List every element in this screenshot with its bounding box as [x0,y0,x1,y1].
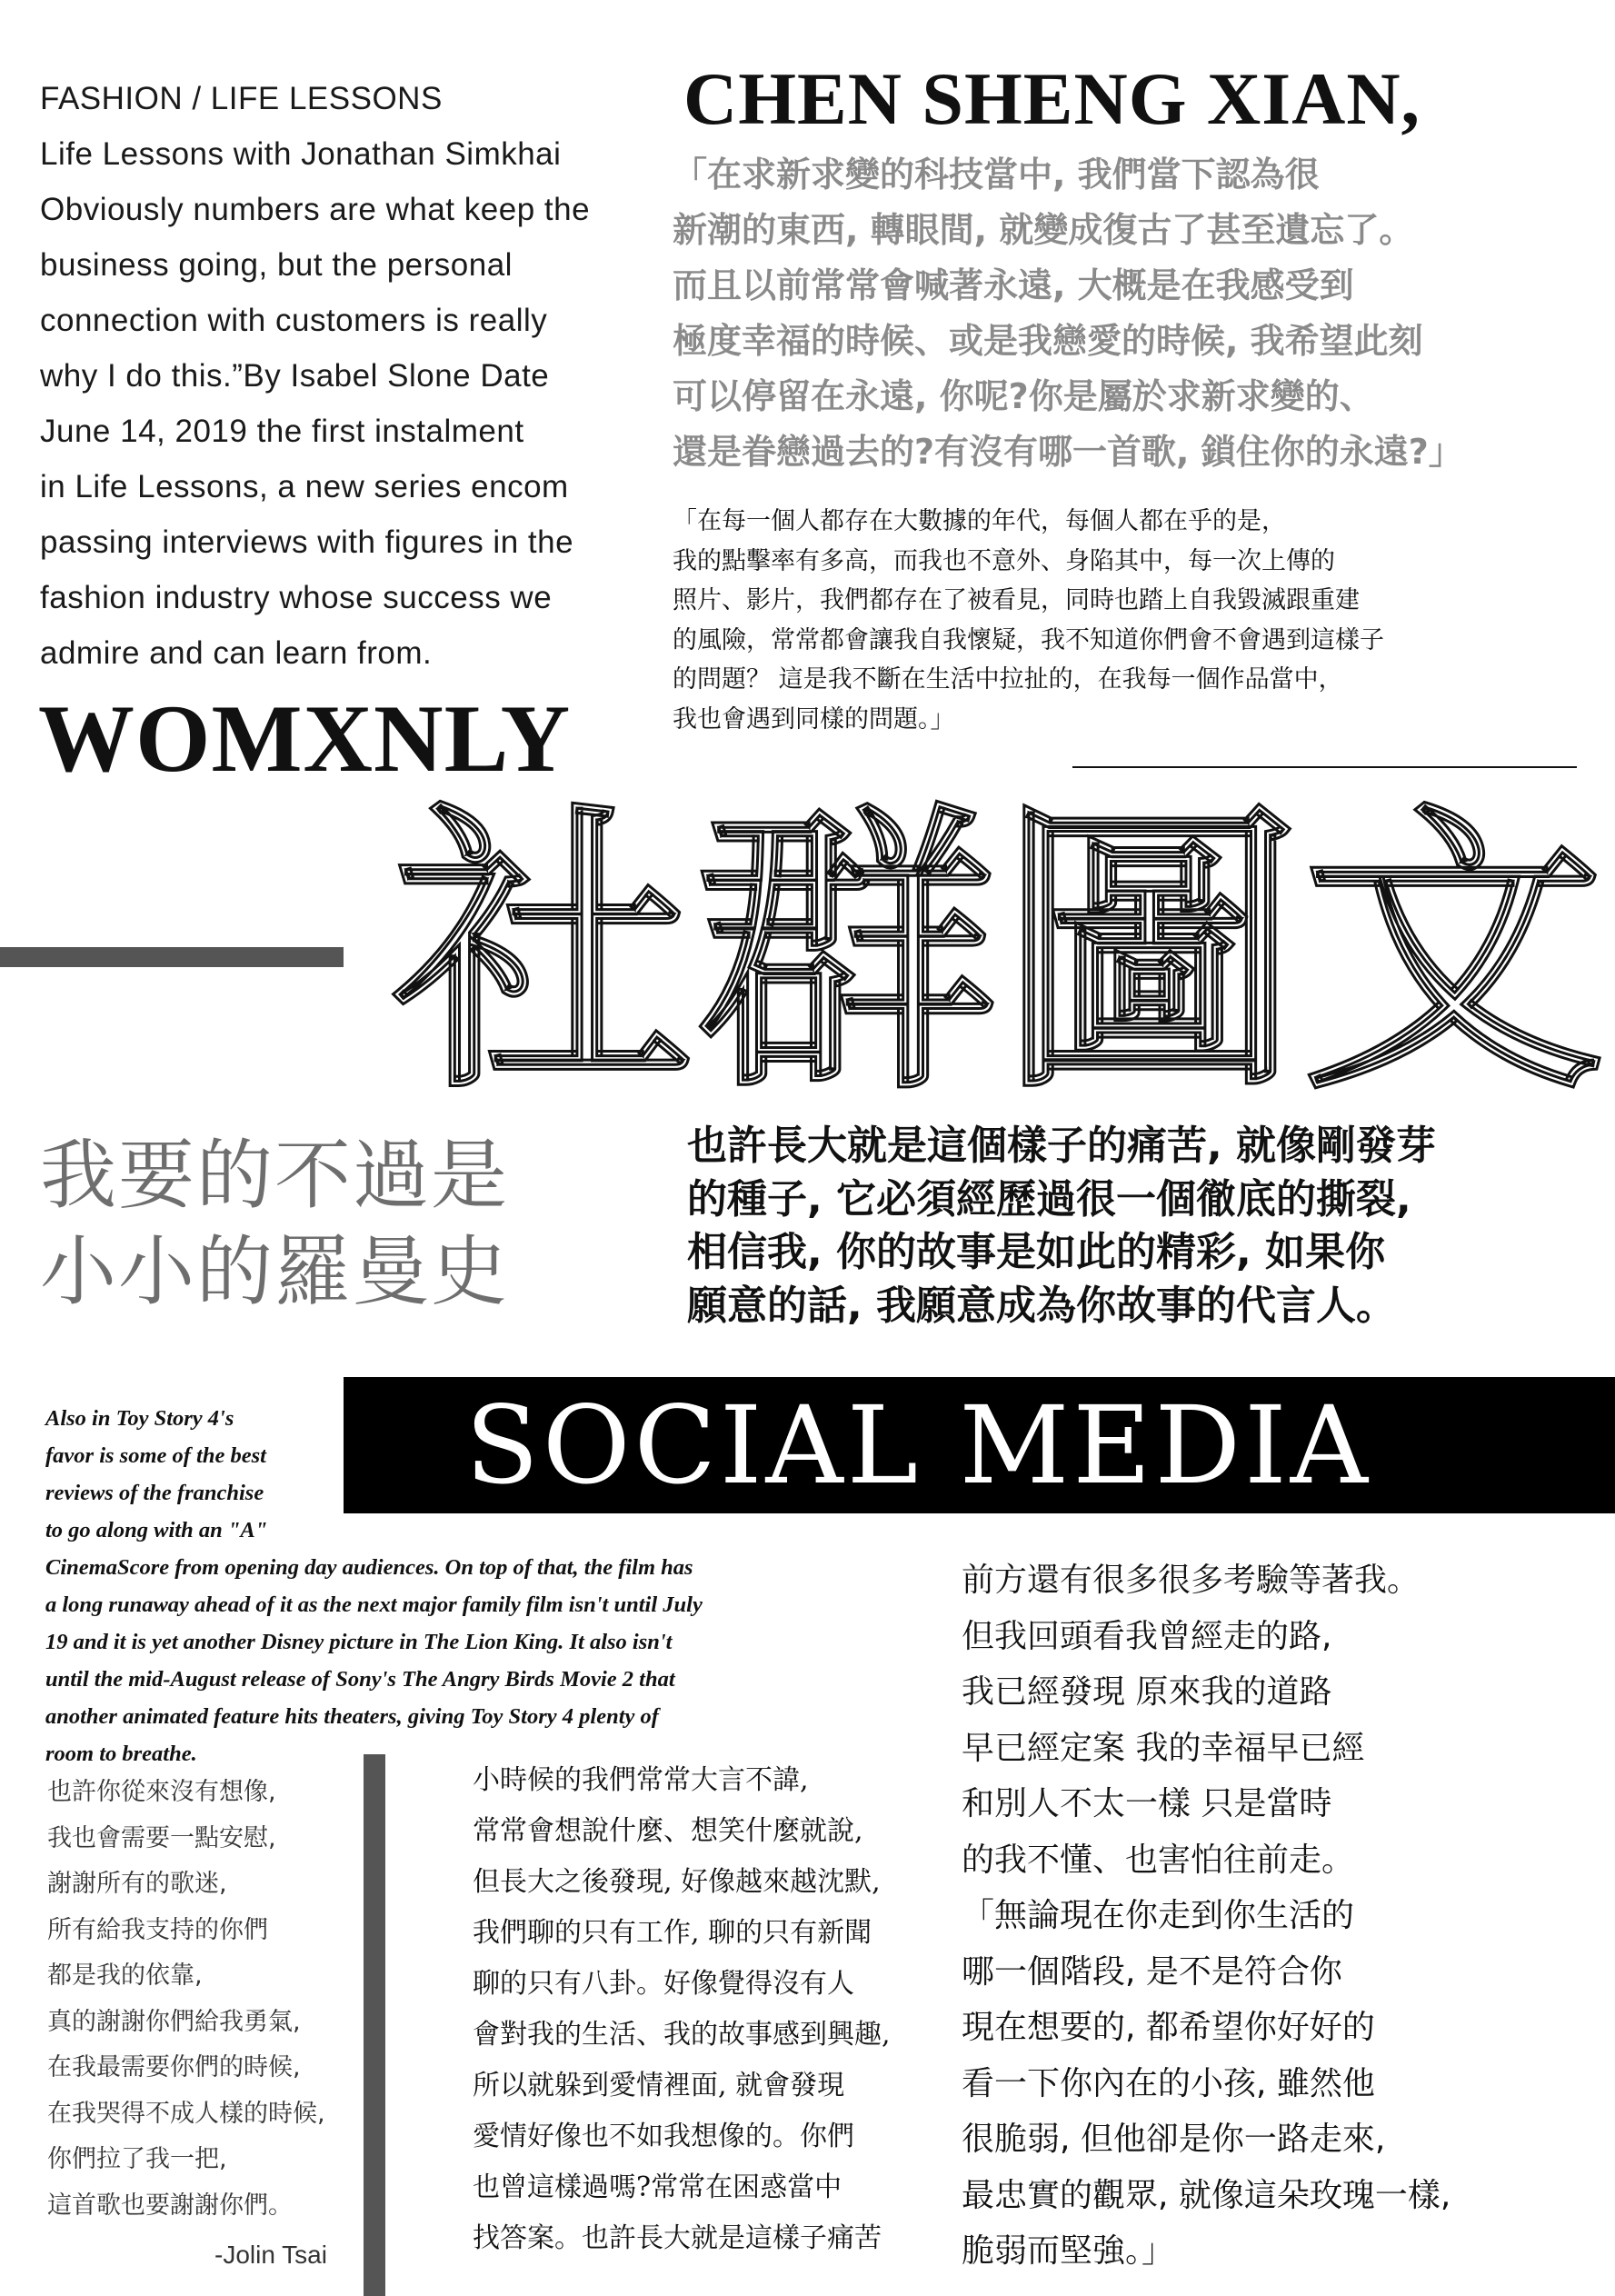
childhood-line: 我們聊的只有工作, 聊的只有新聞 [473,1917,872,1949]
intro-line: in Life Lessons, a new series encom [40,469,569,504]
intro-line: June 14, 2019 the first instalment [40,414,524,449]
toystory-line: to go along with an "A" [45,1518,268,1542]
lyric-line: 都是我的依靠, [47,1962,203,1990]
lyric-line: 真的謝謝你們給我勇氣, [47,2007,301,2036]
intro-line: fashion industry whose success we [40,580,553,615]
childhood-line: 也曾這樣過嗎?常常在困惑當中 [473,2171,842,2203]
data-era-quote [673,502,1581,739]
growth-line: 願意的話, 我願意成為你故事的代言人。 [687,1282,1397,1329]
growth-paragraph [687,1120,1596,1333]
intro-line: business going, but the personal [40,247,513,283]
grey-quote [673,147,1600,480]
road-line: 很脆弱, 但他卻是你一路走來, [962,2121,1386,2158]
road-line: 我已經發現 原來我的道路 [962,1673,1332,1711]
road-paragraph [962,1552,1580,2280]
toystory-line: another animated feature hits theaters, giving Toy Story 4 plenty of [45,1704,659,1729]
decorative-bar [0,947,344,967]
road-line: 看一下你內在的小孩, 雖然他 [962,2064,1375,2102]
toystory-line: favor is some of the best [45,1443,266,1468]
intro-text-block [40,71,658,681]
childhood-line: 找答案。也許長大就是這樣子痛苦 [473,2222,882,2254]
childhood-line: 但長大之後發現, 好像越來越沈默, [473,1866,881,1898]
toystory-line: room to breathe. [45,1742,197,1766]
quote-line: 還是眷戀過去的?有沒有哪一首歌, 鎖住你的永遠?」 [673,432,1463,472]
decorative-bar [364,1754,385,2296]
childhood-paragraph [473,1755,927,2264]
road-line: 和別人不太一樣 只是當時 [962,1785,1332,1822]
road-line: 早已經定案 我的幸福早已經 [962,1729,1365,1767]
childhood-line: 愛情好像也不如我想像的。你們 [473,2121,854,2152]
lyric-line: 在我最需要你們的時候, [47,2053,301,2081]
big-title: 社群圖文 [393,780,1607,1129]
lyric-line: 所有給我支持的你們 [47,1915,268,1944]
intro-line: passing interviews with figures in the [40,524,574,560]
childhood-line: 小時候的我們常常大言不諱, [473,1764,809,1796]
section-label: FASHION / LIFE LESSONS [40,81,443,116]
road-line: 但我回頭看我曾經走的路, [962,1617,1332,1655]
quote-line: 的問題？ 這是我不斷在生活中拉扯的，在我每一個作品當中， [673,665,1343,694]
quote-line: 我也會遇到同樣的問題。」 [673,704,955,734]
childhood-line: 聊的只有八卦。好像覺得沒有人 [473,1968,854,2000]
romance-line: 我要的不過是 [40,1131,510,1220]
growth-line: 相信我, 你的故事是如此的精彩, 如果你 [687,1229,1386,1275]
road-line: 現在想要的, 都希望你好好的 [962,2009,1375,2046]
horizontal-rule [1072,766,1577,768]
intro-line: Life Lessons with Jonathan Simkhai [40,136,562,172]
quote-line: 我的點擊率有多高，而我也不意外、身陷其中，每一次上傳的 [673,546,1335,575]
childhood-line: 會對我的生活、我的故事感到興趣, [473,2019,891,2051]
childhood-line: 常常會想說什麼、想笑什麼就說, [473,1815,863,1847]
toystory-line: until the mid-August release of Sony's The Angry Birds Movie 2 that [45,1667,675,1692]
thanks-lyrics [47,1770,374,2229]
signature: -Jolin Tsai [214,2241,327,2269]
quote-line: 「在每一個人都存在大數據的年代，每個人都在乎的是， [673,507,1286,535]
childhood-line: 所以就躲到愛情裡面, 就會發現 [473,2070,845,2101]
romance-heading [40,1127,509,1320]
quote-line: 新潮的東西, 轉眼間, 就變成復古了甚至遺忘了。 [673,210,1414,250]
lyric-line: 我也會需要一點安慰, [47,1823,276,1852]
banner-title: SOCIAL MEDIA [465,1383,1371,1508]
toystory-line: reviews of the franchise [45,1481,264,1505]
road-line: 最忠實的觀眾, 就像這朵玫瑰一樣, [962,2176,1451,2214]
intro-line: Obviously numbers are what keep the [40,192,591,227]
toystory-line: a long runaway ahead of it as the next major family film isn't until July [45,1592,703,1617]
name-heading: CHEN SHENG XIAN, [683,57,1421,140]
brand-heading: WOMXNLY [38,685,572,792]
quote-line: 的風險，常常都會讓我自我懷疑，我不知道你們會不會遇到這樣子 [673,625,1384,654]
quote-line: 而且以前常常會喊著永遠, 大概是在我感受到 [673,265,1354,305]
road-line: 「無論現在你走到你生活的 [962,1897,1355,1934]
toystory-line: Also in Toy Story 4's [45,1406,234,1431]
intro-line: why I do this.”By Isabel Slone Date [40,358,550,394]
romance-line: 小小的羅曼史 [40,1227,510,1316]
quote-line: 照片、影片，我們都存在了被看見，同時也踏上自我毀滅跟重建 [673,586,1360,614]
lyric-line: 你們拉了我一把, [47,2145,227,2173]
lyric-line: 在我哭得不成人樣的時候, [47,2099,325,2128]
intro-line: admire and can learn from. [40,635,433,671]
road-line: 哪一個階段, 是不是符合你 [962,1952,1342,1991]
intro-line: connection with customers is really [40,303,548,338]
quote-line: 可以停留在永遠, 你呢?你是屬於求新求變的、 [673,376,1374,416]
growth-line: 也許長大就是這個樣子的痛苦, 就像剛發芽 [687,1123,1437,1169]
lyric-line: 這首歌也要謝謝你們。 [47,2191,293,2220]
toystory-line: CinemaScore from opening day audiences. On top of that, the film has [45,1555,693,1580]
road-line: 前方還有很多很多考驗等著我。 [962,1562,1421,1599]
growth-line: 的種子, 它必須經歷過很一個徹底的撕裂, [687,1175,1411,1223]
road-line: 的我不懂、也害怕往前走。 [962,1841,1355,1879]
quote-line: 「在求新求變的科技當中, 我們當下認為很 [673,155,1320,195]
toy-story-paragraph [45,1400,909,1772]
toystory-line: 19 and it is yet another Disney picture in The Lion King. It also isn't [45,1630,673,1654]
lyric-line: 謝謝所有的歌迷, [47,1870,227,1898]
road-line: 脆弱而堅強。」 [962,2232,1175,2270]
quote-line: 極度幸福的時候、或是我戀愛的時候, 我希望此刻 [673,321,1423,361]
lyric-line: 也許你從來沒有想像, [47,1778,276,1806]
